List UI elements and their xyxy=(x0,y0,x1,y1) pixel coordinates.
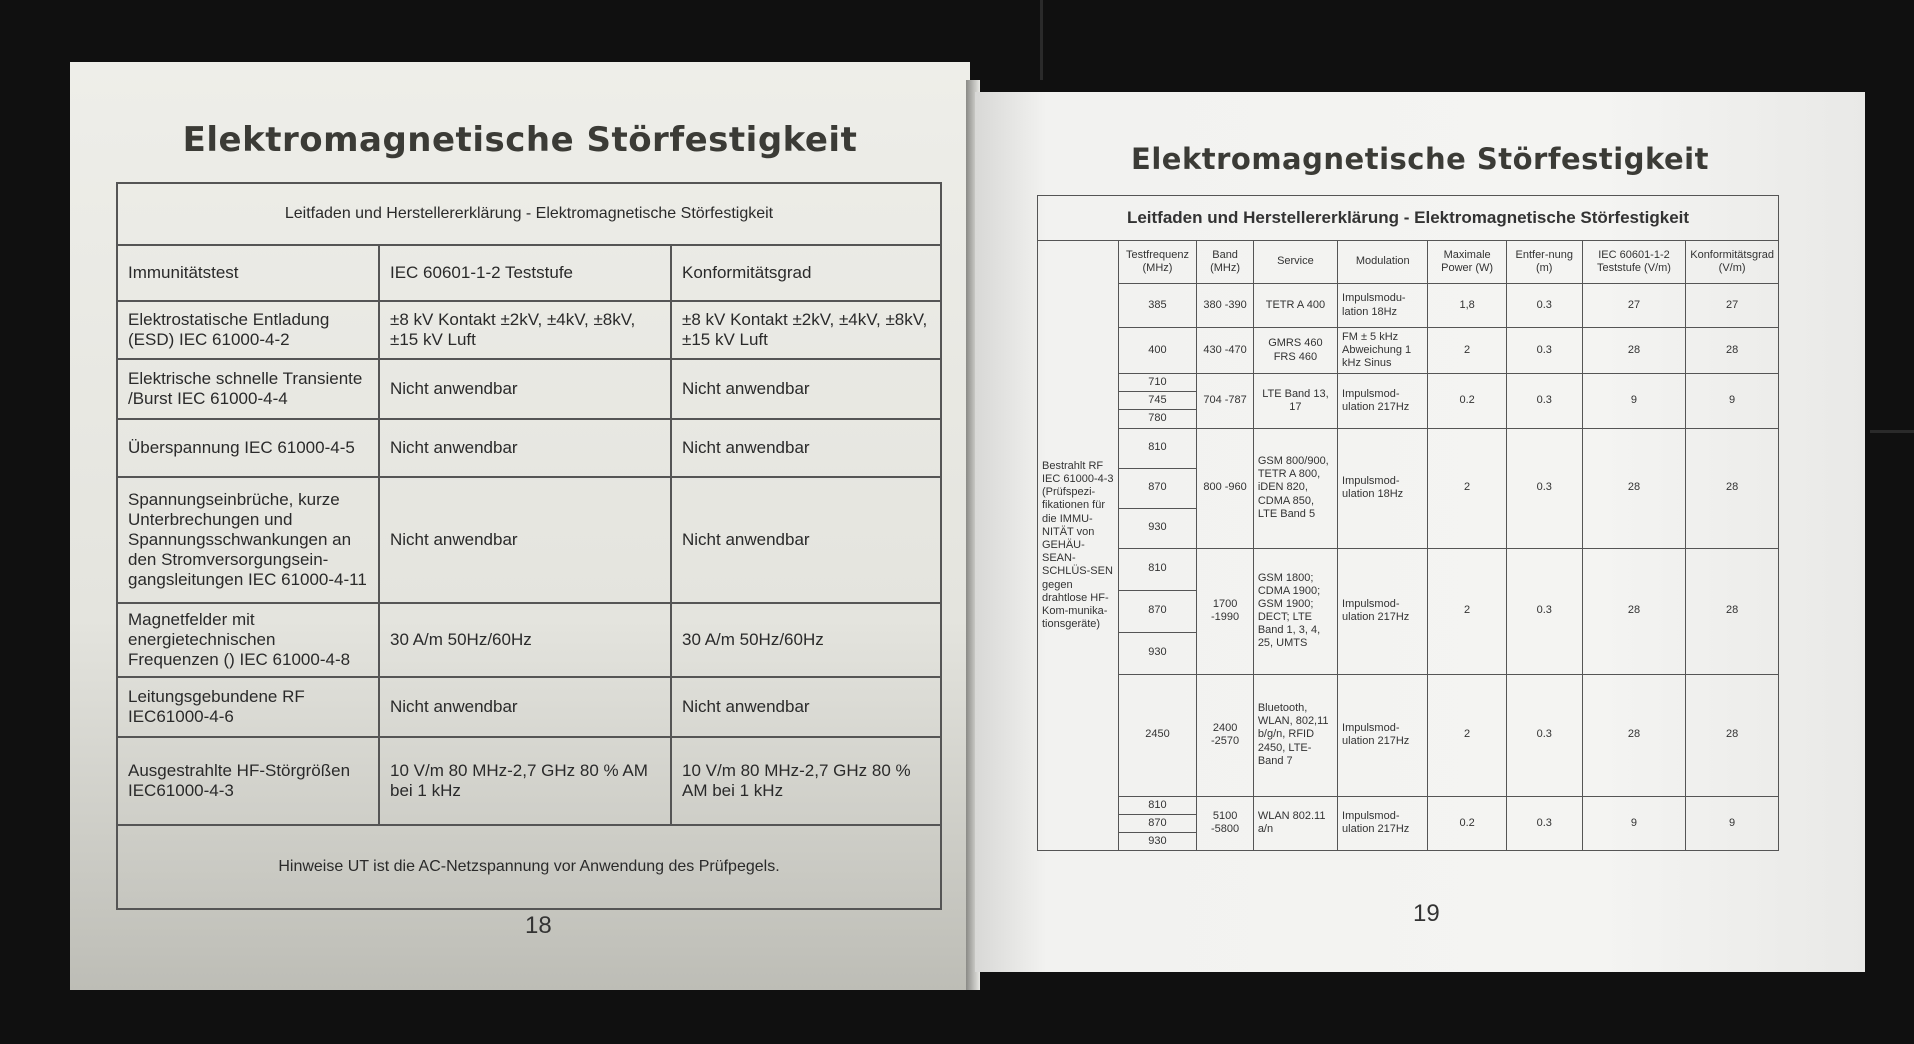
distance-cell: 0.3 xyxy=(1506,328,1582,374)
header-cell: Testfrequenz (MHz) xyxy=(1118,241,1197,284)
table-row xyxy=(1038,328,1779,374)
level-cell: 27 xyxy=(1582,284,1686,328)
modulation-cell: Impulsmod-ulation 18Hz xyxy=(1338,428,1428,548)
cell: Nicht anwendbar xyxy=(671,359,941,419)
band-cell: 800 -960 xyxy=(1197,428,1253,548)
modulation-cell: Impulsmodu-lation 18Hz xyxy=(1338,284,1428,328)
conformity-cell: 27 xyxy=(1686,284,1779,328)
freq-cell: 930 xyxy=(1118,832,1197,850)
header-cell: Modulation xyxy=(1338,241,1428,284)
table-row xyxy=(117,419,941,477)
modulation-cell: Impulsmod-ulation 217Hz xyxy=(1338,548,1428,674)
level-cell: 9 xyxy=(1582,796,1686,851)
page-number: 19 xyxy=(1413,900,1440,927)
power-cell: 2 xyxy=(1428,428,1506,548)
level-cell: 28 xyxy=(1582,428,1686,548)
cell: Spannungseinbrüche, kurze Unterbrechungen und Spannungsschwankungen an den Stromversorgungsein-gangsleitungen IEC 61000-4-11 xyxy=(117,477,379,603)
freq-cell: 780 xyxy=(1118,410,1197,428)
table-row xyxy=(117,301,941,359)
cell: ±8 kV Kontakt ±2kV, ±4kV, ±8kV, ±15 kV Luft xyxy=(671,301,941,359)
table-row xyxy=(117,359,941,419)
conformity-cell: 9 xyxy=(1686,374,1779,429)
cell: Nicht anwendbar xyxy=(671,677,941,737)
distance-cell: 0.3 xyxy=(1506,428,1582,548)
freq-cell: 930 xyxy=(1118,508,1197,548)
cell: Nicht anwendbar xyxy=(379,359,671,419)
distance-cell: 0.3 xyxy=(1506,674,1582,796)
header-cell: Immunitätstest xyxy=(117,245,379,301)
band-cell: 2400 -2570 xyxy=(1197,674,1253,796)
power-cell: 2 xyxy=(1428,674,1506,796)
table-caption: Leitfaden und Herstellererklärung - Elektromagnetische Störfestigkeit xyxy=(1038,196,1779,241)
table-row xyxy=(117,603,941,677)
freq-cell: 870 xyxy=(1118,590,1197,632)
service-cell: GMRS 460 FRS 460 xyxy=(1253,328,1337,374)
conformity-cell: 28 xyxy=(1686,428,1779,548)
conformity-cell: 28 xyxy=(1686,674,1779,796)
header-cell: IEC 60601-1-2 Teststufe (V/m) xyxy=(1582,241,1686,284)
right-page xyxy=(975,92,1865,972)
freq-cell: 710 xyxy=(1118,374,1197,392)
band-cell: 380 -390 xyxy=(1197,284,1253,328)
header-cell: Entfer-nung (m) xyxy=(1506,241,1582,284)
cell: Nicht anwendbar xyxy=(379,677,671,737)
cell: 30 A/m 50Hz/60Hz xyxy=(671,603,941,677)
freq-cell: 810 xyxy=(1118,796,1197,814)
freq-cell: 400 xyxy=(1118,328,1197,374)
modulation-cell: FM ± 5 kHz Abweichung 1 kHz Sinus xyxy=(1338,328,1428,374)
cell: Leitungsgebundene RF IEC61000-4-6 xyxy=(117,677,379,737)
freq-cell: 385 xyxy=(1118,284,1197,328)
table-row xyxy=(1038,796,1779,814)
page-number: 18 xyxy=(525,912,552,939)
cell: Ausgestrahlte HF-Störgrößen IEC61000-4-3 xyxy=(117,737,379,825)
table-row xyxy=(1038,374,1779,392)
freq-cell: 745 xyxy=(1118,392,1197,410)
table-row xyxy=(1038,284,1779,328)
table-row xyxy=(117,737,941,825)
band-cell: 704 -787 xyxy=(1197,374,1253,429)
modulation-cell: Impulsmod-ulation 217Hz xyxy=(1338,796,1428,851)
service-cell: GSM 1800; CDMA 1900; GSM 1900; DECT; LTE Band 1, 3, 4, 25, UMTS xyxy=(1253,548,1337,674)
power-cell: 0.2 xyxy=(1428,796,1506,851)
left-page xyxy=(70,62,970,990)
distance-cell: 0.3 xyxy=(1506,796,1582,851)
cell: Elektrostatische Entladung (ESD) IEC 61000-4-2 xyxy=(117,301,379,359)
cell: 30 A/m 50Hz/60Hz xyxy=(379,603,671,677)
header-cell: Konformitätsgrad xyxy=(671,245,941,301)
freq-cell: 870 xyxy=(1118,814,1197,832)
freq-cell: 810 xyxy=(1118,548,1197,590)
side-label: Bestrahlt RF IEC 61000-4-3 (Prüfspezi-fikationen für die IMMU-NITÄT von GEHÄU-SEAN-SCHLÜS-SEN gegen drahtlose HF-Kom-munika-tionsgeräte) xyxy=(1038,241,1119,851)
immunity-table xyxy=(116,182,942,910)
rf-immunity-table xyxy=(1037,195,1779,851)
header-cell: Maximale Power (W) xyxy=(1428,241,1506,284)
freq-cell: 930 xyxy=(1118,632,1197,674)
page-title: Elektromagnetische Störfestigkeit xyxy=(182,120,858,160)
cell: ±8 kV Kontakt ±2kV, ±4kV, ±8kV, ±15 kV Luft xyxy=(379,301,671,359)
header-cell: Service xyxy=(1253,241,1337,284)
level-cell: 9 xyxy=(1582,374,1686,429)
band-cell: 5100 -5800 xyxy=(1197,796,1253,851)
distance-cell: 0.3 xyxy=(1506,548,1582,674)
cell: Nicht anwendbar xyxy=(379,419,671,477)
freq-cell: 810 xyxy=(1118,428,1197,468)
cell: 10 V/m 80 MHz-2,7 GHz 80 % AM bei 1 kHz xyxy=(379,737,671,825)
freq-cell: 870 xyxy=(1118,468,1197,508)
service-cell: GSM 800/900, TETR A 800, iDEN 820, CDMA 850, LTE Band 5 xyxy=(1253,428,1337,548)
service-cell: TETR A 400 xyxy=(1253,284,1337,328)
table-row xyxy=(1038,674,1779,796)
header-cell: IEC 60601-1-2 Teststufe xyxy=(379,245,671,301)
cell: Nicht anwendbar xyxy=(671,419,941,477)
table-row xyxy=(117,477,941,603)
table-footer-note: Hinweise UT ist die AC-Netzspannung vor Anwendung des Prüfpegels. xyxy=(117,825,941,909)
level-cell: 28 xyxy=(1582,548,1686,674)
conformity-cell: 28 xyxy=(1686,328,1779,374)
level-cell: 28 xyxy=(1582,674,1686,796)
page-title: Elektromagnetische Störfestigkeit xyxy=(1131,142,1709,176)
cell: 10 V/m 80 MHz-2,7 GHz 80 % AM bei 1 kHz xyxy=(671,737,941,825)
conformity-cell: 28 xyxy=(1686,548,1779,674)
distance-cell: 0.3 xyxy=(1506,284,1582,328)
header-cell: Konformitätsgrad (V/m) xyxy=(1686,241,1779,284)
band-cell: 430 -470 xyxy=(1197,328,1253,374)
power-cell: 2 xyxy=(1428,548,1506,674)
power-cell: 2 xyxy=(1428,328,1506,374)
cell: Überspannung IEC 61000-4-5 xyxy=(117,419,379,477)
power-cell: 1,8 xyxy=(1428,284,1506,328)
cell: Nicht anwendbar xyxy=(671,477,941,603)
table-caption: Leitfaden und Herstellererklärung - Elektromagnetische Störfestigkeit xyxy=(117,183,941,245)
cell: Magnetfelder mit energietechnischen Frequenzen () IEC 61000-4-8 xyxy=(117,603,379,677)
table-row xyxy=(1038,548,1779,590)
power-cell: 0.2 xyxy=(1428,374,1506,429)
service-cell: Bluetooth, WLAN, 802,11 b/g/n, RFID 2450, LTE-Band 7 xyxy=(1253,674,1337,796)
level-cell: 28 xyxy=(1582,328,1686,374)
modulation-cell: Impulsmod-ulation 217Hz xyxy=(1338,674,1428,796)
header-cell: Band (MHz) xyxy=(1197,241,1253,284)
service-cell: WLAN 802.11 a/n xyxy=(1253,796,1337,851)
table-row xyxy=(117,677,941,737)
table-row xyxy=(1038,428,1779,468)
service-cell: LTE Band 13, 17 xyxy=(1253,374,1337,429)
cell: Elektrische schnelle Transiente /Burst IEC 61000-4-4 xyxy=(117,359,379,419)
cell: Nicht anwendbar xyxy=(379,477,671,603)
conformity-cell: 9 xyxy=(1686,796,1779,851)
band-cell: 1700 -1990 xyxy=(1197,548,1253,674)
modulation-cell: Impulsmod-ulation 217Hz xyxy=(1338,374,1428,429)
distance-cell: 0.3 xyxy=(1506,374,1582,429)
freq-cell: 2450 xyxy=(1118,674,1197,796)
